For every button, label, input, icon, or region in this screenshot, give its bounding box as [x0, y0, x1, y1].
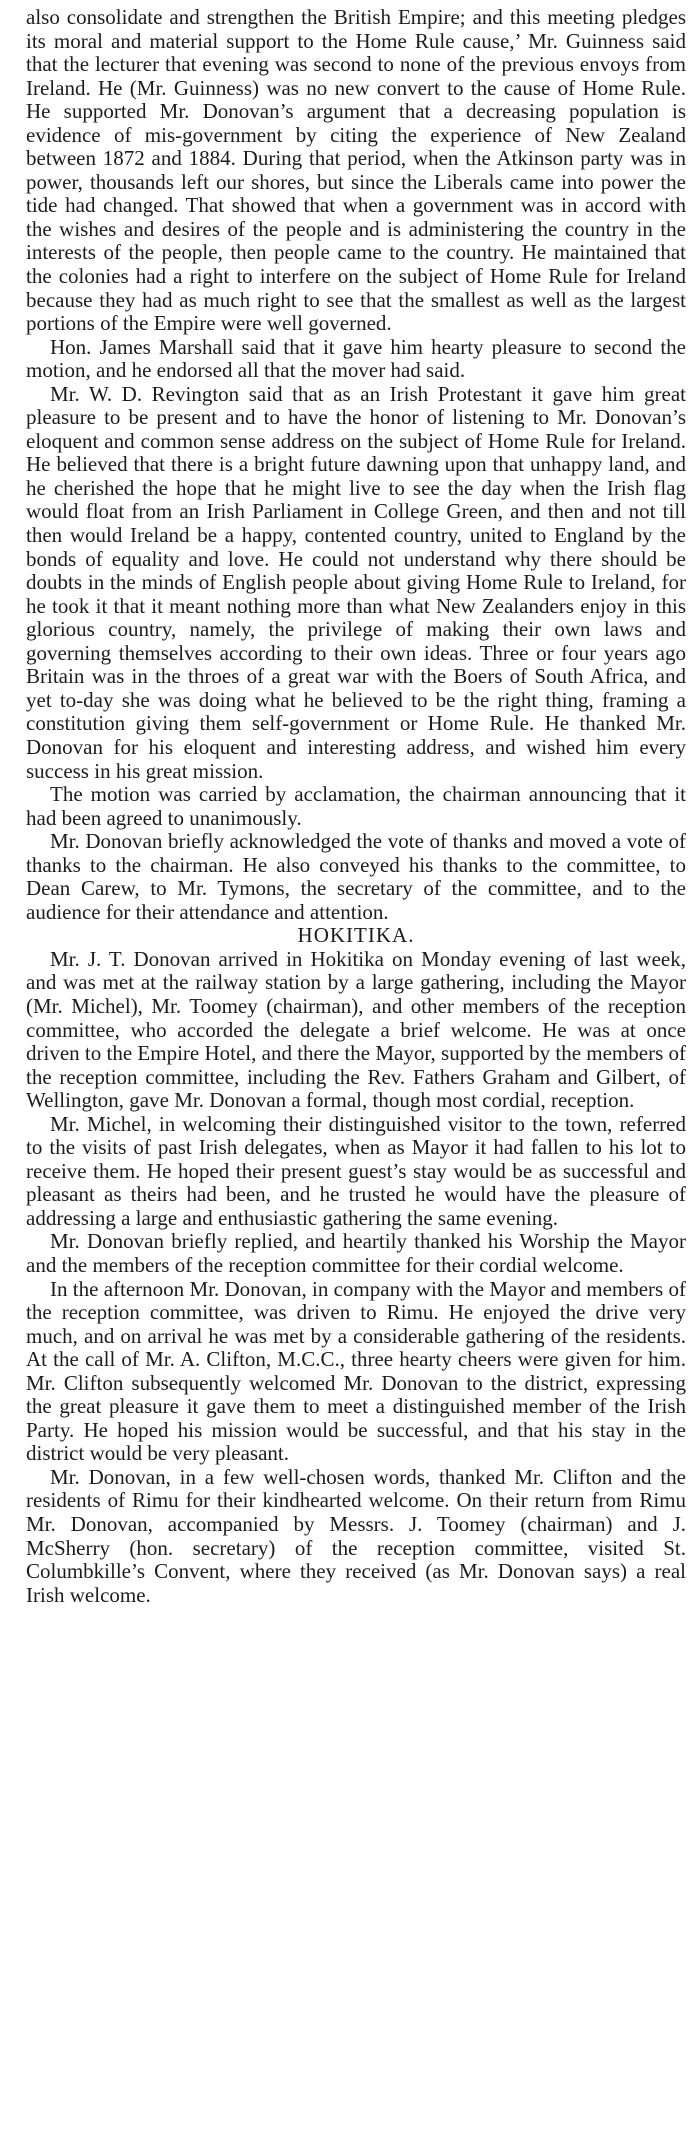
article-body: [26, 6, 686, 1607]
paragraph-donovan-reply: Mr. Donovan briefly replied, and heartily thanked his Worship the Mayor and the members of the reception committee for their cordial welcome.: [26, 1229, 686, 1277]
paragraph-donovan-arrival: Mr. J. T. Donovan arrived in Hokitika on Monday evening of last week, and was met at the railway station by a large gathering, including the Mayor (Mr. Michel), Mr. Toomey (chairman), and other members of the reception committee, who accorded the delegate a brief welcome. He was at once driven to the Empire Hotel, and there the Mayor, supported by the members of the reception committee, including the Rev. Fathers Graham and Gilbert, of Wellington, gave Mr. Donovan a formal, though most cordial, reception.: [26, 946, 686, 1113]
paragraph-motion-carried: The motion was carried by acclamation, the chairman announcing that it had been agreed to unanimously.: [26, 782, 686, 830]
paragraph-convent-visit: Mr. Donovan, in a few well-chosen words, thanked Mr. Clifton and the residents of Rimu for their kindhearted welcome. On their return from Rimu Mr. Donovan, accompanied by Messrs. J. Toomey (chairman) and J. McSherry (hon. secretary) of the reception committee, visited St. Columbkille’s Convent, where they received (as Mr. Donovan says) a real Irish welcome.: [26, 1464, 686, 1607]
paragraph-revington-speech: Mr. W. D. Revington said that as an Irish Protestant it gave him great pleasure to be present and to have the honor of listening to Mr. Donovan’s eloquent and common sense address on the subject of Home Rule for Ireland. He believed that there is a bright future dawning upon that unhappy land, and he cherished the hope that he might live to see the day when the Irish flag would float from an Irish Parliament in College Green, and then and not till then would Ireland be a happy, contented country, united to England by the bonds of equality and love. He could not understand why there should be doubts in the minds of English people about giving Home Rule to Ireland, for he took it that it meant nothing more than what New Zealanders enjoy in this glorious country, namely, the privilege of making their own laws and governing themselves according to their own ideas. Three or four years ago Britain was in the throes of a great war with the Boers of South Africa, and yet to-day she was doing what he believed to be the right thing, framing a constitution giving them self-government or Home Rule. He thanked Mr. Donovan for his eloquent and interesting address, and wished him every success in his great mission.: [26, 381, 686, 783]
paragraph-donovan-thanks: Mr. Donovan briefly acknowledged the vote of thanks and moved a vote of thanks to the chairman. He also conveyed his thanks to the committee, to Dean Carew, to Mr. Tymons, the secretary of the committee, and to the audience for their attendance and attention.: [26, 829, 686, 924]
section-heading-hokitika: HOKITIKA.: [297, 923, 415, 948]
paragraph-marshall-seconds: Hon. James Marshall said that it gave him hearty pleasure to second the motion, and he endorsed all that the mover had said.: [26, 334, 686, 383]
paragraph-guinness-speech: also consolidate and strengthen the British Empire; and this meeting pledges its moral and material support to the Home Rule cause,’ Mr. Guinness said that the lecturer that evening was second to none of the previous envoys from Ireland. He (Mr. Guinness) was no new convert to the cause of Home Rule. He supported Mr. Donovan’s argument that a decreasing population is evidence of mis-government by citing the experience of New Zealand between 1872 and 1884. During that period, when the Atkinson party was in power, thousands left our shores, but since the Liberals came into power the tide had changed. That showed that when a government was in accord with the wishes and desires of the people and is administering the country in the interests of the people, then people came to the country. He maintained that the colonies had a right to interfere on the subject of Home Rule for Ireland because they had as much right to see that the smallest as well as the largest portions of the Empire were well governed.: [26, 5, 686, 336]
paragraph-michel-welcome: Mr. Michel, in welcoming their distinguished visitor to the town, referred to the visits of past Irish delegates, when as Mayor it had fallen to his lot to receive them. He hoped their present guest’s stay would be as successful and pleasant as theirs had been, and he trusted he would have the pleasure of addressing a large and enthusiastic gathering the same evening.: [26, 1111, 686, 1230]
paragraph-rimu-visit: In the afternoon Mr. Donovan, in company with the Mayor and members of the reception committee, was driven to Rimu. He enjoyed the drive very much, and on arrival he was met by a considerable gathering of the residents. At the call of Mr. A. Clifton, M.C.C., three hearty cheers were given for him. Mr. Clifton subsequently welcomed Mr. Donovan to the district, expressing the great pleasure it gave them to meet a distinguished member of the Irish Party. He hoped his mission would be successful, and that his stay in the district would be very pleasant.: [26, 1276, 686, 1466]
